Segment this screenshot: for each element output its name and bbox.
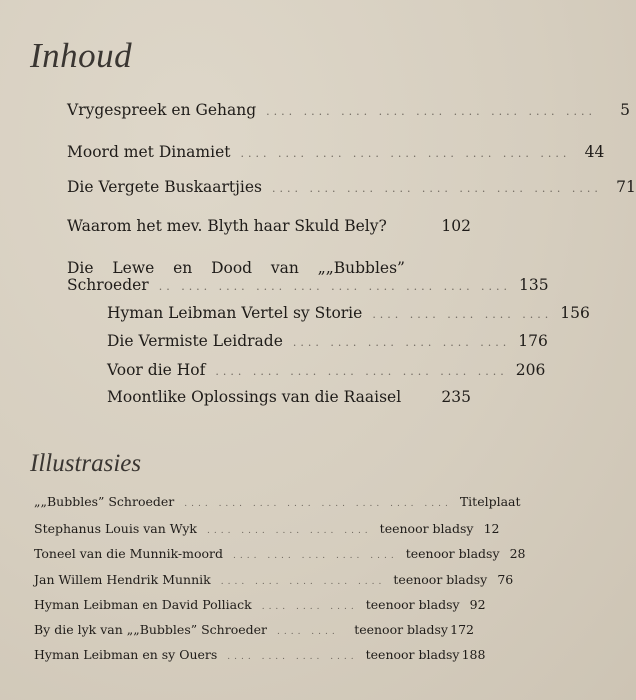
toc-title: Waarom het mev. Blyth haar Skuld Bely? [67,217,387,235]
illustration-title: Stephanus Louis van Wyk [34,521,197,536]
toc-page-number: 102 [441,217,471,235]
toc-entry [67,101,631,119]
toc-page-number: 44 [584,143,605,161]
illustration-entry [34,572,514,587]
leader-dots: .... .... [277,627,339,637]
illustration-entry [34,622,474,637]
toc-title: Die Vergete Buskaartjies [67,178,262,196]
toc-entry [67,217,471,235]
illustration-entry [34,597,486,612]
toc-page-number: 156 [560,304,590,322]
toc-title: Moord met Dinamiet [67,143,231,161]
illustration-title: By die lyk van „„Bubbles” Schroeder [34,622,267,637]
leader-dots: .... .... .... .... .... [233,551,398,561]
toc-entry [107,332,548,350]
leader-dots: .... .... .... .... .... .... .... .... .... [240,147,571,160]
leader-dots: .. .... .... .... .... .... .... .... .... .... [158,280,512,293]
toc-title: Hyman Leibman Vertel sy Storie [107,304,363,322]
toc-page-number: 176 [518,332,548,350]
toc-page-number: 5 [620,101,631,119]
illustration-page-number: 172 [450,622,474,637]
toc-page-number: 206 [515,361,546,379]
toc-title-word: „„Bubbles” [317,259,405,277]
leader-dots: .... .... .... .... [227,652,358,662]
illustration-title: Toneel van die Munnik-moord [34,546,224,561]
illustration-reference: teenoor bladsy [365,647,460,662]
toc-title: Voor die Hof [107,361,206,379]
illustration-page-number: 92 [469,597,486,612]
toc-page-number: 71 [616,178,636,196]
illustration-title: Jan Willem Hendrik Munnik [34,572,211,587]
leader-dots: .... .... .... .... .... .... [292,336,511,349]
leader-dots: .... .... .... [261,602,358,612]
toc-title: Moontlike Oplossings van die Raaisel [107,388,402,406]
toc-entry [107,304,590,322]
leader-dots: .... .... .... .... .... .... .... .... .... [266,105,597,118]
leader-dots: .... .... .... .... .... .... .... .... .... [272,182,602,195]
leader-dots: .... .... .... .... .... [372,308,553,321]
illustration-reference: teenoor bladsy [393,572,488,587]
toc-title-word: Lewe [112,259,155,277]
toc-entry [67,276,549,294]
leader-dots: .... .... .... .... .... [220,577,386,587]
illustration-title: „„Bubbles” Schroeder [34,494,175,509]
toc-title: Schroeder [67,276,149,294]
illustration-entry [34,494,521,509]
toc-entry [67,143,605,161]
leader-dots: .... .... .... .... .... .... .... .... [184,499,452,509]
toc-title-word: Die [67,259,94,277]
illustration-entry [34,647,486,662]
leader-dots: .... .... .... .... .... .... .... .... [215,365,508,378]
toc-title: Die Vermiste Leidrade [107,332,283,350]
toc-title-word: van [270,259,299,277]
toc-entry-line1 [67,259,405,277]
toc-page-number: 235 [441,388,471,406]
toc-title-word: en [173,259,193,277]
illustration-page-number: 188 [461,647,486,662]
toc-page-number: 135 [519,276,549,294]
illustration-entry [34,546,526,561]
illustration-reference: teenoor bladsy [379,521,474,536]
toc-entry [67,178,636,196]
illustration-reference: teenoor bladsy [365,597,460,612]
illustration-page-number: 12 [483,521,500,536]
toc-entry [107,361,546,379]
illustration-reference: teenoor bladsy [405,546,500,561]
illustration-page-number: 76 [497,572,514,587]
toc-title-word: Dood [211,259,253,277]
illustration-reference: teenoor bladsy [354,622,448,637]
illustration-entry [34,521,500,536]
illustration-page-number: 28 [509,546,526,561]
illustration-reference: Titelplaat [459,494,521,509]
toc-title: Vrygespreek en Gehang [67,101,257,119]
illustration-title: Hyman Leibman en sy Ouers [34,647,218,662]
illustrations-heading: Illustrasies [30,450,142,477]
contents-heading: Inhoud [30,36,133,75]
leader-dots: .... .... .... .... .... [207,526,372,536]
toc-entry [107,388,471,406]
illustration-title: Hyman Leibman en David Polliack [34,597,252,612]
